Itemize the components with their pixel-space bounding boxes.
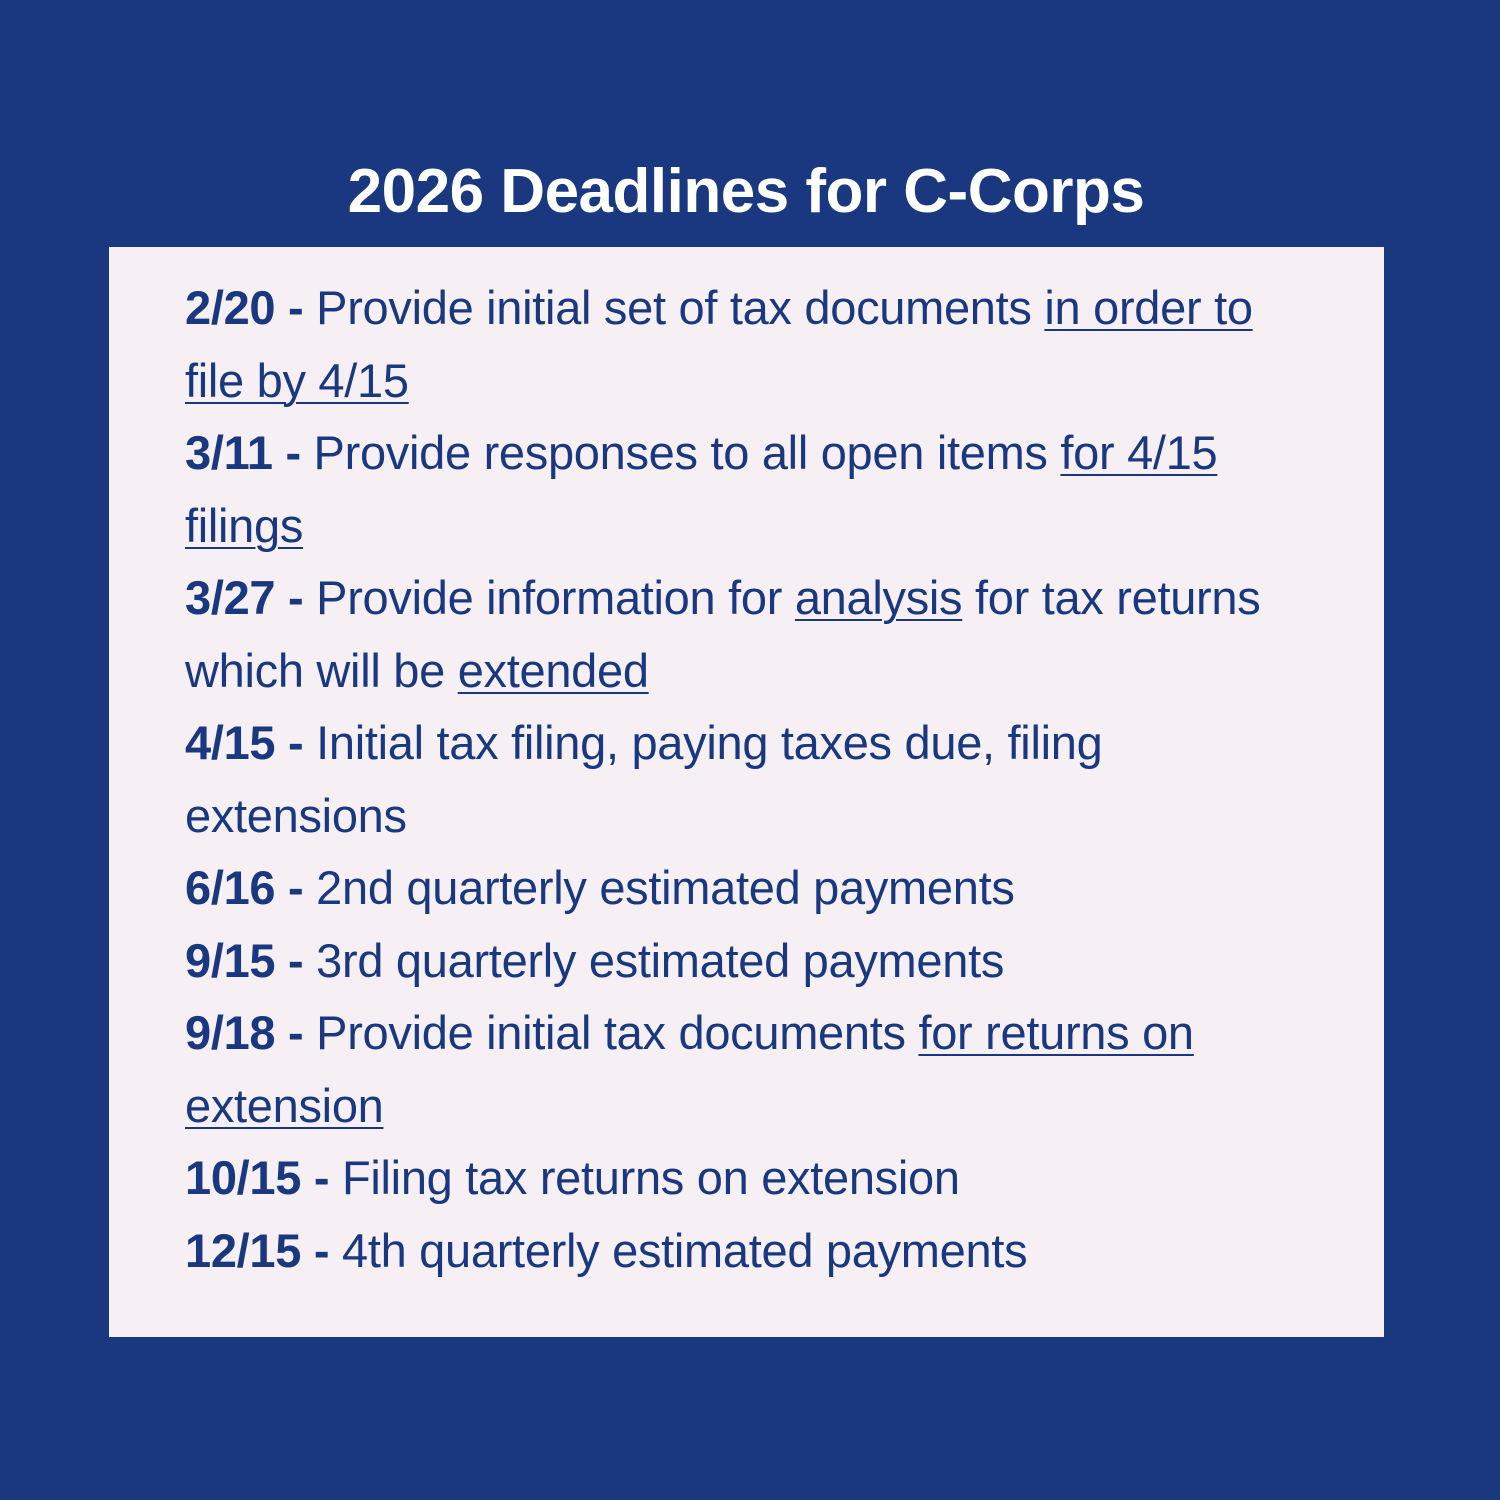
deadlines-card (109, 247, 1384, 1337)
deadline-date: 2/20 - (185, 281, 304, 334)
deadline-description: for tax returns which will be (185, 571, 1261, 697)
deadline-link[interactable]: analysis (794, 571, 963, 624)
deadline-description: 2nd quarterly estimated payments (303, 861, 1015, 914)
deadline-description: 4th quarterly estimated payments (329, 1223, 1028, 1277)
deadline-description: Provide initial set of tax documents (303, 281, 1045, 334)
deadline-date: 10/15 - (185, 1151, 330, 1204)
deadline-link[interactable]: for 4/15 filings (185, 426, 1218, 552)
deadline-item (185, 997, 1305, 1142)
deadline-item (185, 707, 1305, 852)
deadline-item (185, 417, 1305, 562)
deadline-description: Provide initial tax documents (303, 1006, 919, 1059)
deadline-item (185, 1142, 1305, 1215)
deadline-date: 3/27 - (185, 571, 304, 624)
deadline-date: 4/15 - (185, 716, 304, 769)
deadline-description: Initial tax filing, paying taxes due, filing extensions (185, 716, 1103, 842)
deadline-description: Provide responses to all open items (300, 426, 1061, 479)
deadline-link[interactable]: extended (457, 643, 649, 697)
deadline-link[interactable]: in order to file by 4/15 (185, 281, 1253, 407)
page-title: 2026 Deadlines for C-Corps (347, 157, 1145, 226)
deadline-date: 12/15 - (185, 1223, 330, 1277)
deadline-description: Filing tax returns on extension (329, 1151, 960, 1204)
deadline-item (185, 925, 1305, 998)
deadline-link[interactable]: for returns on extension (185, 1006, 1194, 1132)
deadline-item (185, 562, 1305, 707)
deadline-date: 9/18 - (185, 1006, 304, 1059)
deadline-description: Provide information for (303, 571, 795, 624)
deadline-item (185, 852, 1305, 925)
deadline-item (185, 1215, 1305, 1288)
deadline-description: 3rd quarterly estimated payments (303, 933, 1005, 987)
deadline-date: 3/11 - (185, 426, 301, 479)
deadline-list (185, 272, 1305, 1287)
deadline-item (185, 272, 1305, 417)
deadline-date: 9/15 - (185, 933, 304, 987)
deadline-date: 6/16 - (185, 861, 304, 914)
